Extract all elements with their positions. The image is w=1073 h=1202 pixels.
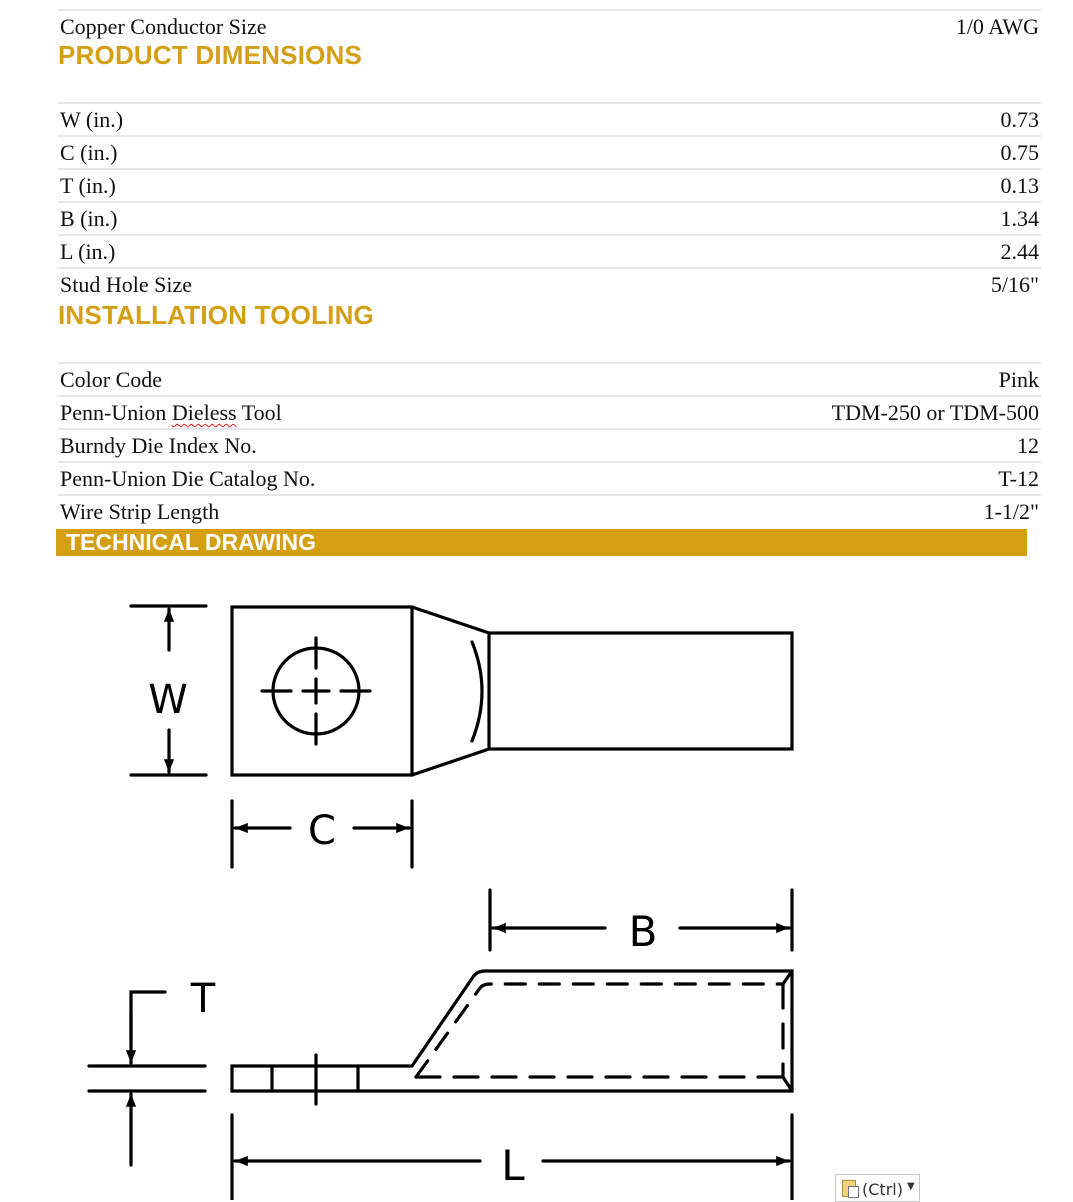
- dim-label-t: T: [190, 976, 216, 1022]
- top-view: [131, 606, 792, 867]
- spec-value: 0.75: [1000, 140, 1039, 165]
- spec-value: 0.73: [1000, 107, 1039, 132]
- clipboard-icon: [842, 1180, 856, 1197]
- dim-label-b: B: [628, 907, 658, 956]
- spec-label: W (in.): [60, 107, 124, 132]
- section-heading-product-dimensions: PRODUCT DIMENSIONS: [58, 40, 363, 70]
- dim-label-c: C: [308, 808, 336, 854]
- spec-label: T (in.): [60, 173, 116, 198]
- spec-label: Stud Hole Size: [60, 272, 192, 297]
- spec-label: Wire Strip Length: [60, 499, 220, 524]
- spec-label: Copper Conductor Size: [60, 14, 267, 39]
- spec-value: 12: [1017, 433, 1039, 458]
- dim-label-l: L: [501, 1141, 525, 1190]
- dim-label-w: W: [148, 677, 188, 723]
- chevron-down-icon: ▼: [907, 1181, 915, 1192]
- spec-value: 5/16": [990, 272, 1039, 297]
- spec-value: Pink: [998, 367, 1039, 392]
- spec-label-part: Tool: [236, 400, 282, 425]
- spec-label: B (in.): [60, 206, 118, 231]
- spec-label-part: Penn-Union: [60, 400, 172, 425]
- paste-options-button[interactable]: [835, 1174, 920, 1202]
- spec-value: 1/0 AWG: [955, 14, 1039, 39]
- spec-value: 2.44: [1000, 239, 1039, 264]
- section-heading-text: TECHNICAL DRAWING: [66, 529, 317, 555]
- spec-value: 1-1/2": [983, 499, 1039, 524]
- spec-label: L (in.): [60, 239, 116, 264]
- side-view: [89, 890, 792, 1200]
- spellcheck-flagged-word[interactable]: Dieless: [171, 400, 237, 425]
- section-heading-installation-tooling: INSTALLATION TOOLING: [58, 300, 374, 330]
- spec-label: C (in.): [60, 140, 118, 165]
- spec-value: T-12: [998, 466, 1039, 491]
- spec-value: 1.34: [1000, 206, 1039, 231]
- spec-value: 0.13: [1000, 173, 1039, 198]
- spec-label: Color Code: [60, 367, 163, 392]
- spec-value: TDM-250 or TDM-500: [831, 400, 1039, 425]
- spec-label: Penn-Union Die Catalog No.: [60, 466, 316, 491]
- spec-label: Burndy Die Index No.: [60, 433, 257, 458]
- paste-options-label: (Ctrl): [862, 1180, 903, 1199]
